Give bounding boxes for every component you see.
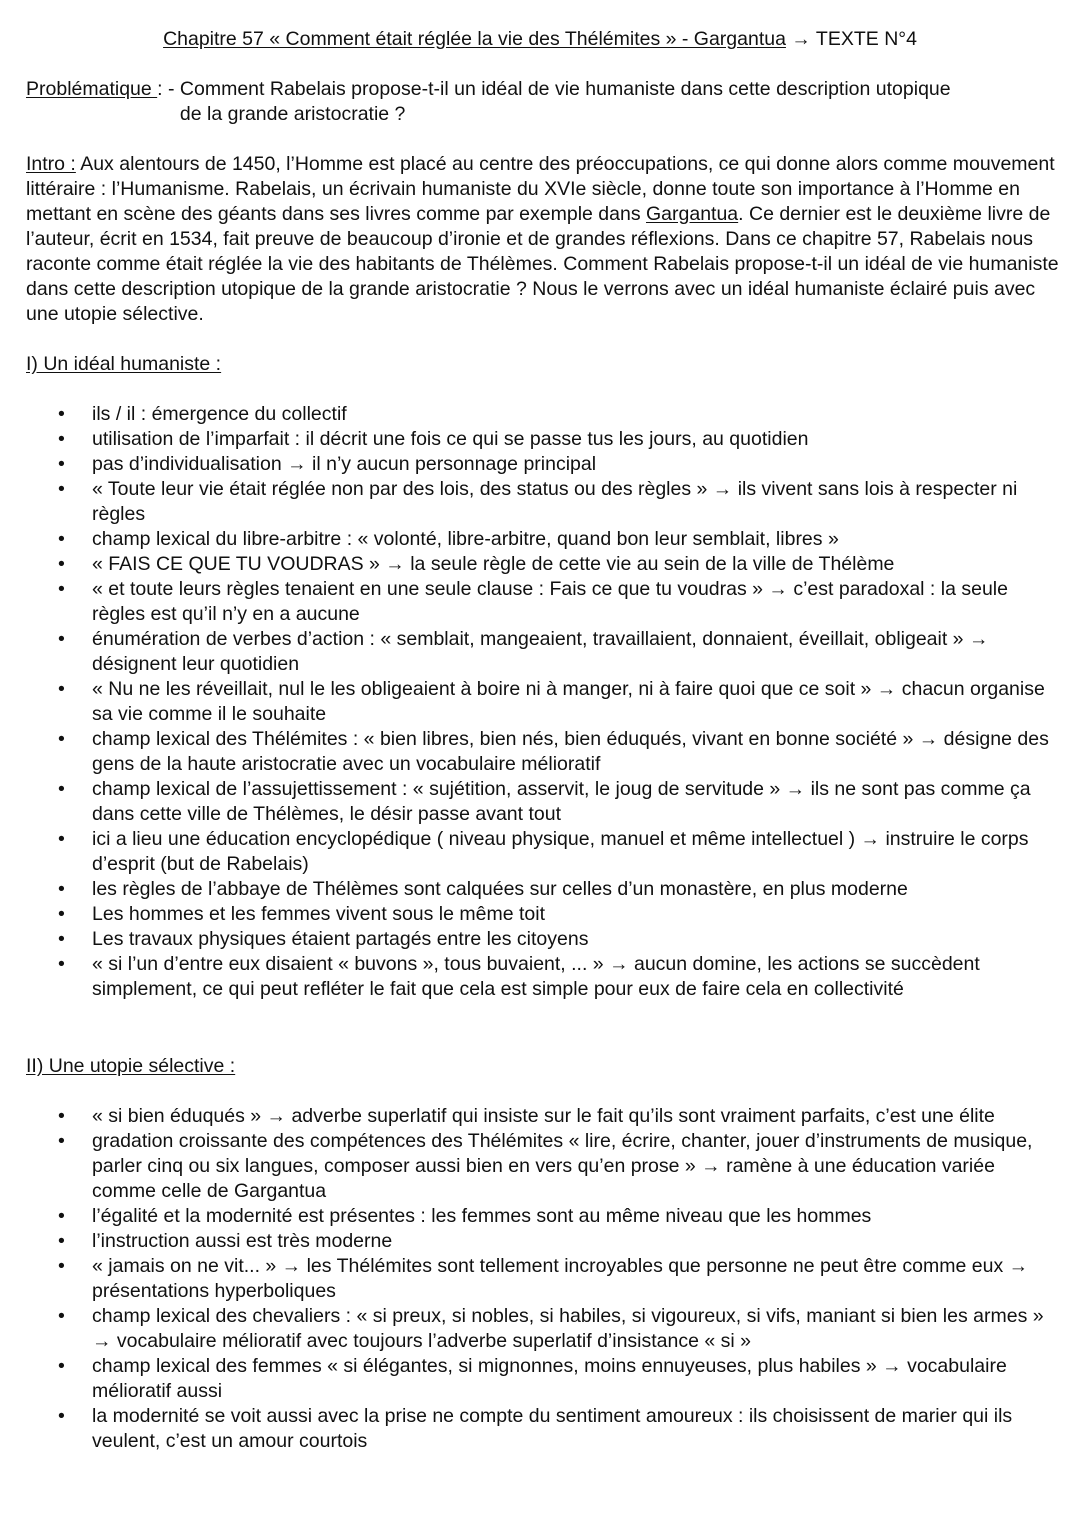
list-item-text: champ lexical de l’assujettissement : « sujétition, asservit, le joug de servitude » → ils ne sont pas comme ça dans cette ville de Thélèmes, le désir passe avant tout [92,778,1031,825]
list-item-text: champ lexical des chevaliers : « si preux, si nobles, si habiles, si vigoureux, si vifs, maniant si bien les armes » → vocabulaire mélioratif avec toujours l’adverbe superlatif d’insistance « si » [92,1305,1044,1352]
intro-text-2: . Ce dernier est le deuxième livre de l’auteur, écrit en 1534, fait preuve de beaucoup d’ironie et de grandes réflexions. Dans ce chapitre 57, Rabelais nous raconte comme était réglée la vie des habitants de Thélèmes. Comment Rabelais propose-t-il un idéal de vie humaniste dans cette description utopique de la grande aristocratie ? Nous le verrons avec un idéal humaniste éclairé puis avec une utopie sélective. [26,203,1059,325]
list-item [26,1354,1060,1404]
list-item [26,427,1060,452]
document-title [0,27,1080,52]
list-item [26,777,1060,827]
list-item [26,1404,1060,1454]
problematique-separator: : - [157,78,180,100]
list-item [26,1254,1060,1304]
list-item [26,827,1060,877]
bullet-icon: • [58,1130,65,1152]
list-item [26,1129,1060,1204]
bullet-icon: • [58,728,65,750]
problematique [26,77,1066,127]
section-heading-1: I) Un idéal humaniste : [26,353,222,375]
list-item [26,1229,1060,1254]
bullet-icon: • [58,478,65,500]
list-item-text: « et toute leurs règles tenaient en une seule clause : Fais ce que tu voudras » → c’est paradoxal : la seule règles est qu’il n’y en a aucune [92,578,1008,625]
list-item-text: « FAIS CE QUE TU VOUDRAS » → la seule règle de cette vie au sein de la ville de Thélème [92,553,895,575]
bullet-icon: • [58,678,65,700]
list-item-text: Les travaux physiques étaient partagés entre les citoyens [92,928,589,950]
list-item [26,402,1060,427]
list-item [26,552,1060,577]
list-item-text: champ lexical du libre-arbitre : « volonté, libre-arbitre, quand bon leur semblait, libres » [92,528,839,550]
list-item-text: « Toute leur vie était réglée non par des lois, des status ou des règles » → ils vivent sans lois à respecter ni règles [92,478,1018,525]
bullet-icon: • [58,1405,65,1427]
intro-text-1: Aux alentours de 1450, l’Homme est placé au centre des préoccupations, ce qui donne alors comme mouvement littéraire : l’Humanisme. Rabelais, un écrivain humaniste du XVIe siècle, donne toute son importance à l’Homme en mettant en scène des géants dans ses livres comme par exemple dans [26,153,1055,225]
section-2-list [26,1104,1060,1454]
intro-label: Intro : [26,153,76,175]
section-1-list [26,402,1060,1002]
bullet-icon: • [58,553,65,575]
list-item-text: Les hommes et les femmes vivent sous le même toit [92,903,546,925]
bullet-icon: • [58,928,65,950]
list-item-text: l’égalité et la modernité est présentes : les femmes sont au même niveau que les hommes [92,1205,872,1227]
problematique-text: Comment Rabelais propose-t-il un idéal de vie humaniste dans cette description utopique de la grande aristocratie ? [179,78,951,125]
bullet-icon: • [58,1205,65,1227]
list-item [26,1104,1060,1129]
bullet-icon: • [58,1105,65,1127]
list-item-text: « jamais on ne vit... » → les Thélémites sont tellement incroyables que personne ne peut être comme eux → présentations hyperboliques [92,1255,1029,1302]
list-item-text: ils / il : émergence du collectif [92,403,347,425]
list-item-text: les règles de l’abbaye de Thélèmes sont calquées sur celles d’un monastère, en plus moderne [92,878,908,900]
bullet-icon: • [58,1355,65,1377]
bullet-icon: • [58,878,65,900]
bullet-icon: • [58,428,65,450]
list-item-text: « Nu ne les réveillait, nul le les obligeaient à boire ni à manger, ni à faire quoi que ce soit » → chacun organise sa vie comme il le souhaite [92,678,1045,725]
bullet-icon: • [58,953,65,975]
list-item-text: la modernité se voit aussi avec la prise ne compte du sentiment amoureux : ils choisissent de marier qui ils veulent, c’est un amour courtois [92,1405,1013,1452]
list-item-text: l’instruction aussi est très moderne [92,1230,393,1252]
list-item-text: gradation croissante des compétences des Thélémites « lire, écrire, chanter, jouer d’instruments de musique, parler cinq ou six langues, composer aussi bien en vers qu’en prose » → ramène à une éducation variée comme celle de Gargantua [92,1130,1033,1202]
bullet-icon: • [58,903,65,925]
problematique-label: Problématique [26,78,158,100]
list-item [26,452,1060,477]
list-item [26,927,1060,952]
list-item [26,1304,1060,1354]
list-item-text: champ lexical des Thélémites : « bien libres, bien nés, bien éduqués, vivant en bonne société » → désigne des gens de la haute aristocratie avec un vocabulaire mélioratif [92,728,1049,775]
list-item [26,627,1060,677]
bullet-icon: • [58,403,65,425]
list-item [26,727,1060,777]
list-item-text: champ lexical des femmes « si élégantes, si mignonnes, moins ennuyeuses, plus habiles » → vocabulaire mélioratif aussi [92,1355,1007,1402]
list-item [26,477,1060,527]
list-item-text: pas d’individualisation → il n’y aucun personnage principal [92,453,597,475]
list-item [26,677,1060,727]
bullet-icon: • [58,1230,65,1252]
list-item-text: « si bien éduqués » → adverbe superlatif qui insiste sur le fait qu’ils sont vraiment parfaits, c’est une élite [92,1105,995,1127]
bullet-icon: • [58,1305,65,1327]
bullet-icon: • [58,828,65,850]
list-item-text: ici a lieu une éducation encyclopédique ( niveau physique, manuel et même intellectuel ) → instruire le corps d’esprit (but de Rabelais) [92,828,1029,875]
bullet-icon: • [58,1255,65,1277]
list-item [26,1204,1060,1229]
list-item-text: utilisation de l’imparfait : il décrit une fois ce qui se passe tus les jours, au quotidien [92,428,809,450]
title-text-number: → TEXTE N°4 [785,28,917,50]
list-item [26,902,1060,927]
bullet-icon: • [58,628,65,650]
list-item [26,577,1060,627]
intro-book-title: Gargantua [646,203,739,225]
section-heading-2: II) Une utopie sélective : [26,1055,236,1077]
list-item [26,877,1060,902]
list-item-text: énumération de verbes d’action : « semblait, mangeaient, travaillaient, donnaient, éveillait, obligeait » → désignent leur quotidien [92,628,989,675]
list-item [26,952,1060,1002]
title-underlined: Chapitre 57 « Comment était réglée la vie des Thélémites » - Gargantua [163,28,786,50]
bullet-icon: • [58,778,65,800]
problematique-label-wrap [26,77,180,127]
bullet-icon: • [58,528,65,550]
intro-paragraph [26,152,1062,327]
list-item-text: « si l’un d’entre eux disaient « buvons », tous buvaient, ... » → aucun domine, les actions se succèdent simplement, ce qui peut refléter le fait que cela est simple pour eux de faire cela en collectivité [92,953,980,1000]
list-item [26,527,1060,552]
bullet-icon: • [58,453,65,475]
bullet-icon: • [58,578,65,600]
